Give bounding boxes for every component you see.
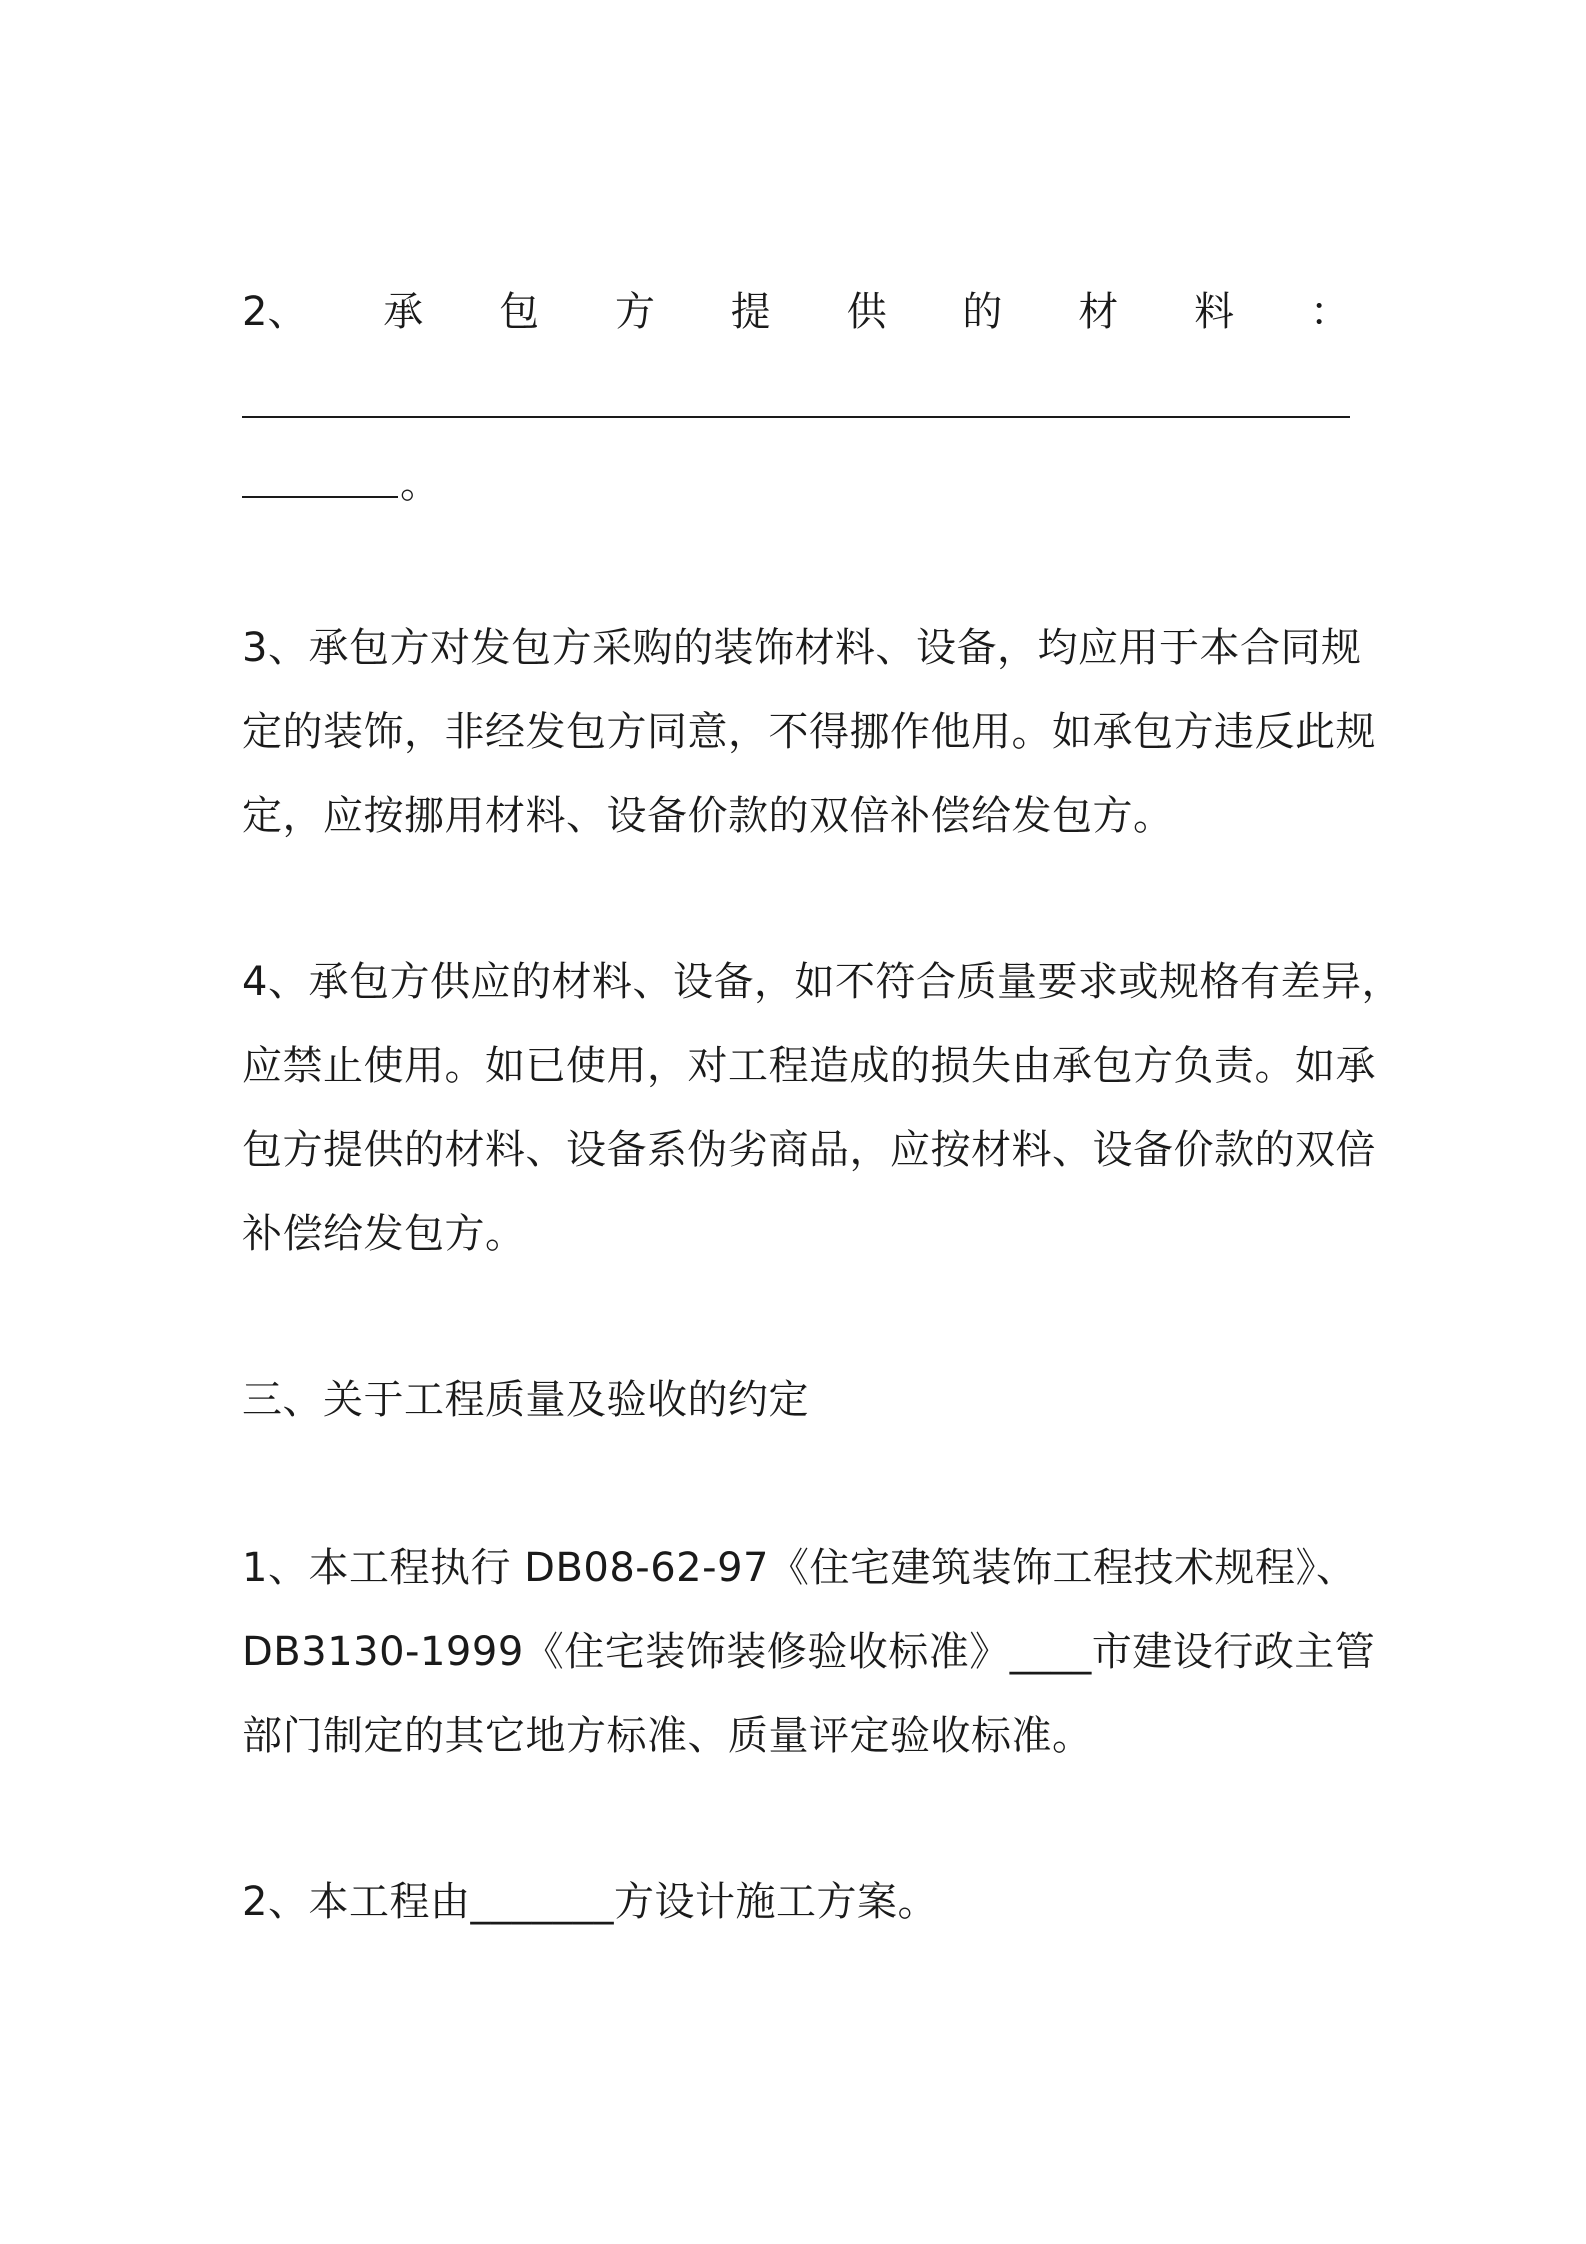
item-2-char: 的 — [962, 289, 1003, 335]
item-4-line: 应禁止使用。如已使用，对工程造成的损失由承包方负责。如承 — [242, 1043, 1376, 1089]
item-4-line: 补偿给发包方。 — [242, 1211, 526, 1257]
item-2-char: 承 — [383, 289, 424, 335]
fill-in-blank-line — [242, 496, 398, 498]
item-2-materials-heading — [242, 288, 1350, 336]
item-2-char: 材 — [1078, 289, 1119, 335]
item-2-char: 提 — [730, 289, 771, 335]
section-3-item-1-line: 部门制定的其它地方标准、质量评定验收标准。 — [242, 1713, 1093, 1759]
item-3-line: 定的装饰，非经发包方同意，不得挪作他用。如承包方违反此规 — [242, 709, 1376, 755]
item-4-line: 包方提供的材料、设备系伪劣商品，应按材料、设备价款的双倍 — [242, 1127, 1376, 1173]
section-3-item-2-line: 2、本工程由_______方设计施工方案。 — [242, 1879, 938, 1925]
section-3-item-1-line: DB3130-1999《住宅装饰装修验收标准》____市建设行政主管 — [242, 1629, 1376, 1675]
item-3-line: 定，应按挪用材料、设备价款的双倍补偿给发包方。 — [242, 793, 1174, 839]
end-period: 。 — [400, 461, 440, 507]
item-4-line: 4、承包方供应的材料、设备，如不符合质量要求或规格有差异， — [242, 959, 1402, 1005]
item-2-char: 料 — [1194, 289, 1235, 335]
item-2-char: 供 — [846, 289, 887, 335]
fill-in-blank-line — [242, 416, 1350, 418]
item-3-line: 3、承包方对发包方采购的装饰材料、设备，均应用于本合同规 — [242, 625, 1362, 671]
item-2-char: 2、 — [242, 289, 308, 335]
item-2-char: ： — [1309, 289, 1350, 335]
section-3-item-1-line: 1、本工程执行 DB08-62-97《住宅建筑装饰工程技术规程》、 — [242, 1545, 1357, 1591]
item-2-char: 包 — [499, 289, 540, 335]
section-3-heading: 三、关于工程质量及验收的约定 — [242, 1377, 809, 1423]
item-2-char: 方 — [614, 289, 655, 335]
